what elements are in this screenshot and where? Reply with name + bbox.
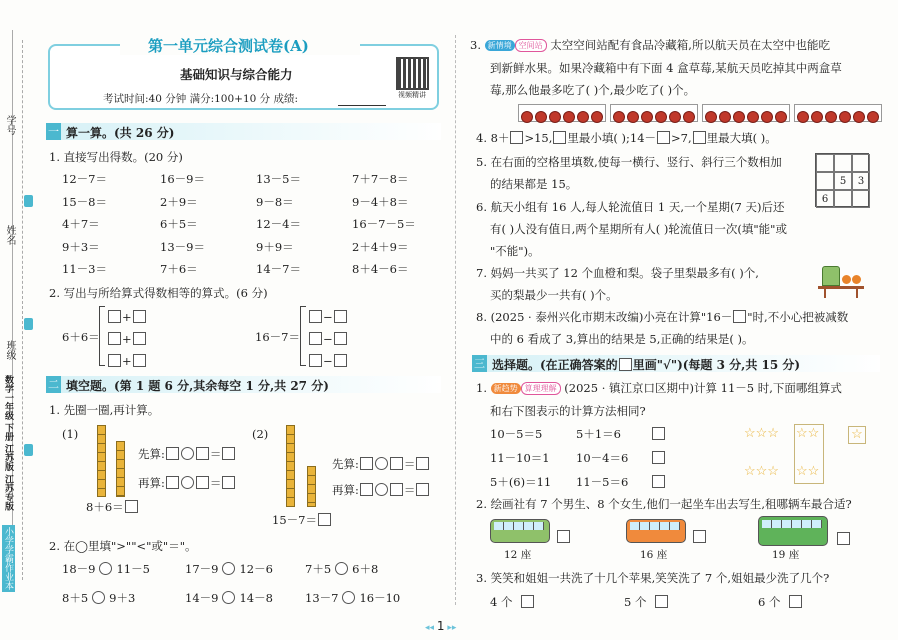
compare-circle[interactable] [335, 562, 348, 575]
compare-right: 11－5 [116, 562, 150, 576]
section-2-header [46, 376, 441, 393]
magic-cell[interactable] [852, 154, 870, 172]
q4-t2: >15, [524, 131, 553, 145]
q1-item: 15－8＝ [62, 194, 107, 209]
qr-label: 视频精讲 [398, 91, 426, 99]
q21-label: 1. 先圈一圈,再计算。 [49, 403, 160, 417]
q3-text-1: 太空空间站配有食品冷藏箱,所以航天员在太空中也能吃 [550, 38, 830, 52]
compare-left: 8＋5 [62, 591, 89, 605]
compare-circle[interactable] [222, 562, 235, 575]
q1-item: 16－7－5＝ [352, 217, 416, 231]
compare-left: 7＋5 [305, 562, 332, 576]
strawberry-box [702, 104, 790, 122]
q2-brace-a [99, 306, 105, 366]
c3-line: 3. 笑笑和姐姐一共洗了十几个苹果,笑笑洗了 7 个,姐姐最少洗了几个? [476, 571, 830, 585]
answer-checkbox[interactable] [521, 595, 534, 608]
q8-line-1 [476, 310, 848, 324]
qr-code-icon[interactable] [396, 57, 429, 90]
q6-line-3: "不能")。 [490, 244, 540, 258]
c3-option: 5 个 [624, 595, 647, 609]
q2-brace-b [300, 306, 306, 366]
strawberry-icon [563, 111, 575, 123]
strawberry-icon [655, 111, 667, 123]
q4-t4: >7, [671, 131, 692, 145]
margin-write-line [22, 40, 23, 580]
margin-label-class: 班级 [4, 340, 15, 360]
q1-item: 6＋5＝ [160, 217, 198, 231]
bus-windows [630, 522, 680, 530]
compare-right: 12－6 [239, 562, 273, 576]
magic-cell[interactable] [834, 154, 852, 172]
bus-windows [762, 520, 822, 528]
section-3-header [472, 355, 880, 372]
star-icon: ☆☆ [796, 464, 820, 479]
strawberry-icon [719, 111, 731, 123]
compare-item [185, 591, 273, 605]
q3-num: 3. [470, 38, 481, 52]
compare-item [62, 591, 135, 605]
strawberry-box [518, 104, 606, 122]
strawberry-icon [683, 111, 695, 123]
cube-stack-icon [116, 441, 125, 497]
bus-capacity-label: 16 座 [640, 549, 668, 561]
margin-label-student-id: 学号 [4, 115, 15, 135]
page-number-text: 1 [436, 619, 445, 633]
q1-item: 16－9＝ [160, 172, 205, 186]
c3-option: 6 个 [758, 595, 781, 609]
strawberry-icon [549, 111, 561, 123]
bus-windows [494, 522, 544, 530]
page-number: ◂◂ 1 ▸▸ [425, 619, 457, 633]
answer-checkbox[interactable] [693, 530, 706, 543]
q2-blanks-b: − − − [308, 306, 348, 372]
margin-label-name: 姓名 [4, 225, 15, 245]
strawberry-icon [867, 111, 879, 123]
q21-then-1: 再算: ＝ [138, 476, 236, 490]
strawberry-icon [775, 111, 787, 123]
new-trend-tag: 新趋势 [491, 383, 521, 394]
q1-item: 13－5＝ [256, 172, 301, 186]
q3-line-3: 莓,那么他最多吃了( )个,最少吃了( )个。 [490, 83, 696, 97]
c1-option: 11－10＝1 [490, 451, 550, 465]
eq2-text: 15－7＝ [272, 513, 317, 527]
strawberry-icon [535, 111, 547, 123]
strawberry-icon [811, 111, 823, 123]
q1-item: 9－4＋8＝ [352, 194, 409, 209]
then-label-2: 再算: [332, 483, 359, 497]
new-scenario-tag: 新情境 [485, 40, 515, 51]
q21-part-1: (1) [62, 427, 79, 441]
q1-item: 2＋9＝ [160, 194, 198, 209]
strawberry-icon [825, 111, 837, 123]
compare-item [185, 562, 273, 576]
margin-tab-2 [24, 318, 33, 330]
q4-line [476, 131, 777, 145]
c2-line: 2. 绘画社有 7 个男生、8 个女生,他们一起坐车出去写生,租哪辆车最合适? [476, 497, 852, 511]
strawberry-box [794, 104, 882, 122]
strawberry-icon [627, 111, 639, 123]
q4-t1: 4. 8＋ [476, 131, 510, 145]
q1-item: 4＋7＝ [62, 217, 100, 231]
compare-left: 14－9 [185, 591, 219, 605]
magic-cell[interactable]: 6 [816, 190, 834, 208]
compare-left: 18－9 [62, 562, 96, 576]
strawberry-icon [669, 111, 681, 123]
then-label: 再算: [138, 476, 165, 490]
compare-right: 9＋3 [109, 591, 136, 605]
compare-left: 17－9 [185, 562, 219, 576]
q1-item: 7＋6＝ [160, 262, 198, 276]
q1-item: 9＋9＝ [256, 239, 294, 254]
star-icon: ☆☆☆ [744, 426, 779, 441]
magic-cell[interactable] [816, 154, 834, 172]
q21-then-2: 再算: ＝ [332, 483, 430, 497]
compare-left: 13－7 [305, 591, 339, 605]
strawberry-icon [641, 111, 653, 123]
score-line [338, 105, 386, 106]
section-1-title: 算一算。(共 26 分) [66, 126, 175, 140]
magic-cell[interactable] [834, 190, 852, 208]
q1-item: 9＋3＝ [62, 239, 100, 254]
margin-brand: 小学学霸作业本 [3, 527, 13, 590]
strawberry-icon [839, 111, 851, 123]
section-3-title: 选择题。(在正确答案的 [492, 358, 618, 372]
section-2-title: 填空题。(第 1 题 6 分,其余每空 1 分,共 27 分) [66, 379, 329, 393]
page-divider [455, 35, 456, 605]
strawberry-icon [797, 111, 809, 123]
q1-item: 12－4＝ [256, 217, 301, 231]
strawberry-icon [705, 111, 717, 123]
c1-option: 10－4＝6 [576, 451, 629, 465]
compare-circle[interactable] [342, 591, 355, 604]
q22-label: 2. 在◯里填">""<"或"＝"。 [49, 539, 197, 553]
q21-eq-2 [272, 513, 332, 527]
compare-right: 6＋8 [352, 562, 379, 576]
q1-item: 11－3＝ [62, 262, 107, 276]
q1-label: 1. 直接写出得数。(20 分) [49, 150, 183, 164]
compare-item [305, 591, 400, 605]
star-diagram [744, 424, 874, 484]
section-3-title-2: 里画"√")(每题 3 分,共 15 分) [632, 358, 801, 372]
section-1-number: 一 [48, 125, 59, 138]
section-3-number: 三 [474, 357, 485, 370]
q6-line-2: 有( )人没有值日,两个星期所有人( )轮流值日一次(填"能"或 [490, 222, 787, 236]
margin-tab-1 [24, 195, 33, 207]
q7-line-1: 7. 妈妈一共买了 12 个血橙和梨。袋子里梨最多有( )个, [476, 266, 759, 280]
fruit-basket-icon [818, 266, 864, 298]
c1-option: 5＋(6)＝11 [490, 475, 552, 489]
q4-t3: 里最小填( );14－ [567, 131, 657, 145]
page-subtitle: 基础知识与综合能力 [180, 67, 293, 82]
compare-item [62, 562, 150, 576]
space-station-tag: 空间站 [515, 39, 547, 52]
strawberry-icon [761, 111, 773, 123]
q1-item: 13－9＝ [160, 239, 205, 254]
answer-checkbox[interactable] [837, 532, 850, 545]
section-2-number: 二 [48, 378, 59, 391]
q7-line-2: 买的梨最少一共有( )个。 [490, 288, 618, 302]
q5-line-1: 5. 在右面的空格里填数,使每一横行、竖行、斜行三个数相加 [476, 155, 782, 169]
q1-item: 9－8＝ [256, 194, 294, 209]
q2-label: 2. 写出与所给算式得数相等的算式。(6 分) [49, 286, 268, 300]
compare-circle[interactable] [99, 562, 112, 575]
page-title: 第一单元综合测试卷(A) [148, 37, 309, 55]
strawberry-icon [521, 111, 533, 123]
magic-cell[interactable]: 3 [852, 172, 870, 190]
q1-item: 2＋4＋9＝ [352, 239, 409, 254]
compare-circle[interactable] [92, 591, 105, 604]
bus-capacity-label: 19 座 [772, 549, 800, 561]
cube-stack-icon-2 [307, 466, 316, 507]
compare-right: 14－8 [239, 591, 273, 605]
magic-cell[interactable] [816, 172, 834, 190]
q3-line-1 [470, 38, 830, 52]
strawberry-boxes [518, 104, 870, 122]
star-icon: ☆ [848, 426, 866, 444]
c1-line-1: 1. 新趋势 算理理解 (2025 · 镇江京口区期中)计算 11－5 时,下面哪组算式 [476, 381, 842, 395]
c1-option: 5＋1＝6 [576, 427, 621, 441]
ten-stick-icon-2 [286, 425, 295, 507]
q2-expression-a: 6＋6＝ [62, 330, 100, 344]
compare-right: 16－10 [359, 591, 401, 605]
q8-line-3: 中的 6 看成了 3,算出的结果是 5,正确的结果是( )。 [490, 332, 754, 346]
q1-item: 14－7＝ [256, 262, 301, 276]
q8-t2: "时,不小心把被减数 [747, 310, 849, 324]
strawberry-icon [577, 111, 589, 123]
q21-first-1: 先算: ＝ [138, 447, 236, 461]
q3-line-2: 到新鲜水果。如果冷藏箱中有下面 4 盒草莓,某航天员吃掉其中两盒草 [490, 61, 842, 75]
q1-item: 8＋4－6＝ [352, 262, 409, 276]
q4-t5: 里最大填( )。 [706, 131, 777, 145]
section-1-header [46, 123, 441, 140]
strawberry-icon [747, 111, 759, 123]
compare-item [305, 562, 378, 576]
star-icon: ☆☆☆ [744, 464, 779, 479]
c1-text-1: (2025 · 镇江京口区期中)计算 11－5 时,下面哪组算式 [564, 381, 842, 395]
c1-option: 10－5＝5 [490, 427, 543, 441]
q2-expression-b: 16－7＝ [255, 330, 300, 344]
strawberry-box [610, 104, 698, 122]
magic-cell[interactable]: 5 [834, 172, 852, 190]
q2-blanks-a: + + + [107, 306, 147, 372]
eq1-text: 8＋6＝ [86, 500, 124, 514]
first-label-2: 先算: [332, 457, 359, 471]
magic-cell[interactable] [852, 190, 870, 208]
answer-checkbox[interactable] [557, 530, 570, 543]
q8-t1: 8. (2025 · 泰州兴化市期末改编)小亮在计算"16－ [476, 310, 733, 324]
q21-part-2: (2) [252, 427, 269, 441]
c1-line-2: 和右下图表示的计算方法相同? [490, 404, 646, 418]
bus-capacity-label: 12 座 [504, 549, 532, 561]
q5-line-2: 的结果都是 15。 [490, 177, 578, 191]
q1-item: 12－7＝ [62, 172, 107, 186]
c1-option: 11－5＝6 [576, 475, 629, 489]
magic-square-grid [815, 153, 869, 207]
strawberry-icon [613, 111, 625, 123]
star-icon: ☆☆ [796, 426, 820, 441]
q21-eq-1 [86, 500, 139, 514]
answer-checkbox[interactable] [652, 451, 665, 464]
compare-circle[interactable] [222, 591, 235, 604]
answer-checkbox[interactable] [652, 427, 665, 440]
strawberry-icon [591, 111, 603, 123]
answer-checkbox[interactable] [655, 595, 668, 608]
exam-info: 考试时间:40 分钟 满分:100+10 分 成绩: [103, 93, 299, 105]
q21-first-2: 先算: ＝ [332, 457, 430, 471]
answer-checkbox[interactable] [789, 595, 802, 608]
margin-series: 数学一年级 下册 江苏版 江苏专版 [3, 375, 13, 511]
reasoning-tag: 算理理解 [521, 382, 561, 395]
first-label: 先算: [138, 447, 165, 461]
margin-tab-3 [24, 444, 33, 456]
strawberry-icon [733, 111, 745, 123]
q1-item: 7＋7－8＝ [352, 172, 409, 186]
q6-line-1: 6. 航天小组有 16 人,每人轮流值日 1 天,一个星期(7 天)后还 [476, 200, 785, 214]
c3-option: 4 个 [490, 595, 513, 609]
answer-checkbox[interactable] [652, 475, 665, 488]
strawberry-icon [853, 111, 865, 123]
ten-stick-icon [97, 425, 106, 497]
